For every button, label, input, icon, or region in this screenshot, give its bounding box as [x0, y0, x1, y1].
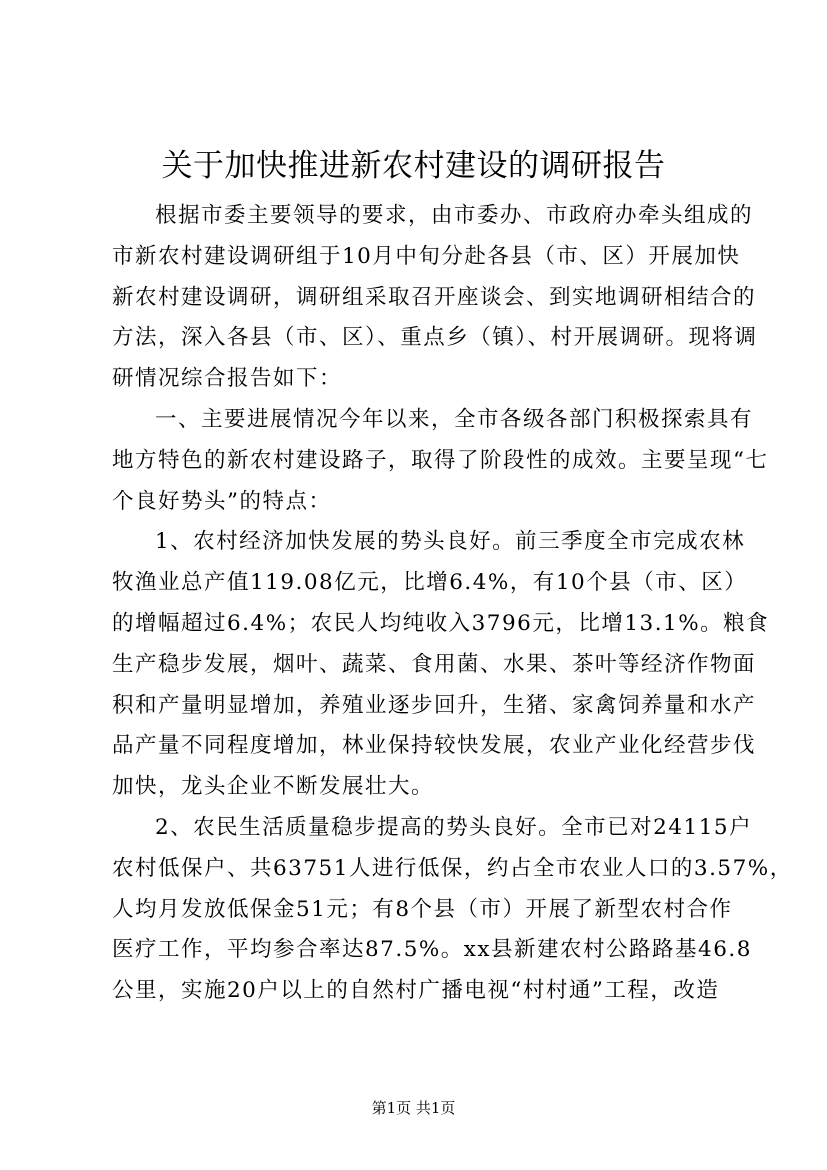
body-line: 农村低保户、共63751人进行低保，约占全市农业人口的3.57%，	[112, 855, 793, 881]
body-line: 的增幅超过6.4%；农民人均纯收入3796元，比增13.1%。粮食	[112, 610, 770, 636]
page-footer: 第1页 共1页	[371, 1099, 456, 1117]
body-line: 医疗工作，平均参合率达87.5%。xx县新建农村公路路基46.8	[112, 937, 752, 963]
document-body	[112, 196, 793, 1012]
body-line: 人均月发放低保金51元；有8个县（市）开展了新型农村合作	[112, 896, 733, 922]
document-title: 关于加快推进新农村建设的调研报告	[161, 148, 666, 184]
body-line: 品产量不同程度增加，林业保持较快发展，农业产业化经营步伐	[112, 733, 757, 759]
body-line: 地方特色的新农村建设路子，取得了阶段性的成效。主要呈现“七	[112, 447, 769, 473]
body-line: 积和产量明显增加，养殖业逐步回升，生猪、家禽饲养量和水产	[112, 692, 757, 718]
body-line: 加快，龙头企业不断发展壮大。	[112, 774, 435, 800]
body-line: 根据市委主要领导的要求，由市委办、市政府办牵头组成的	[155, 203, 754, 228]
body-line: 生产稳步发展，烟叶、蔬菜、食用菌、水果、茶叶等经济作物面	[112, 651, 757, 677]
body-line: 牧渔业总产值119.08亿元，比增6.4%，有10个县（市、区）	[112, 570, 748, 596]
body-line: 个良好势头”的特点：	[112, 488, 332, 514]
body-line: 市新农村建设调研组于10月中旬分赴各县（市、区）开展加快	[112, 243, 741, 269]
body-line: 一、主要进展情况今年以来，全市各级各部门积极探索具有	[155, 406, 754, 432]
body-line: 1、农村经济加快发展的势头良好。前三季度全市完成农林	[155, 529, 746, 555]
body-line: 方法，深入各县（市、区）、重点乡（镇）、村开展调研。现将调	[112, 325, 758, 351]
body-line: 2、农民生活质量稳步提高的势头良好。全市已对24115户	[155, 814, 753, 840]
body-line: 研情况综合报告如下：	[112, 366, 343, 392]
body-line: 新农村建设调研，调研组采取召开座谈会、到实地调研相结合的	[112, 284, 757, 310]
body-line: 公里，实施20户以上的自然村广播电视“村村通”工程，改造	[112, 978, 720, 1004]
